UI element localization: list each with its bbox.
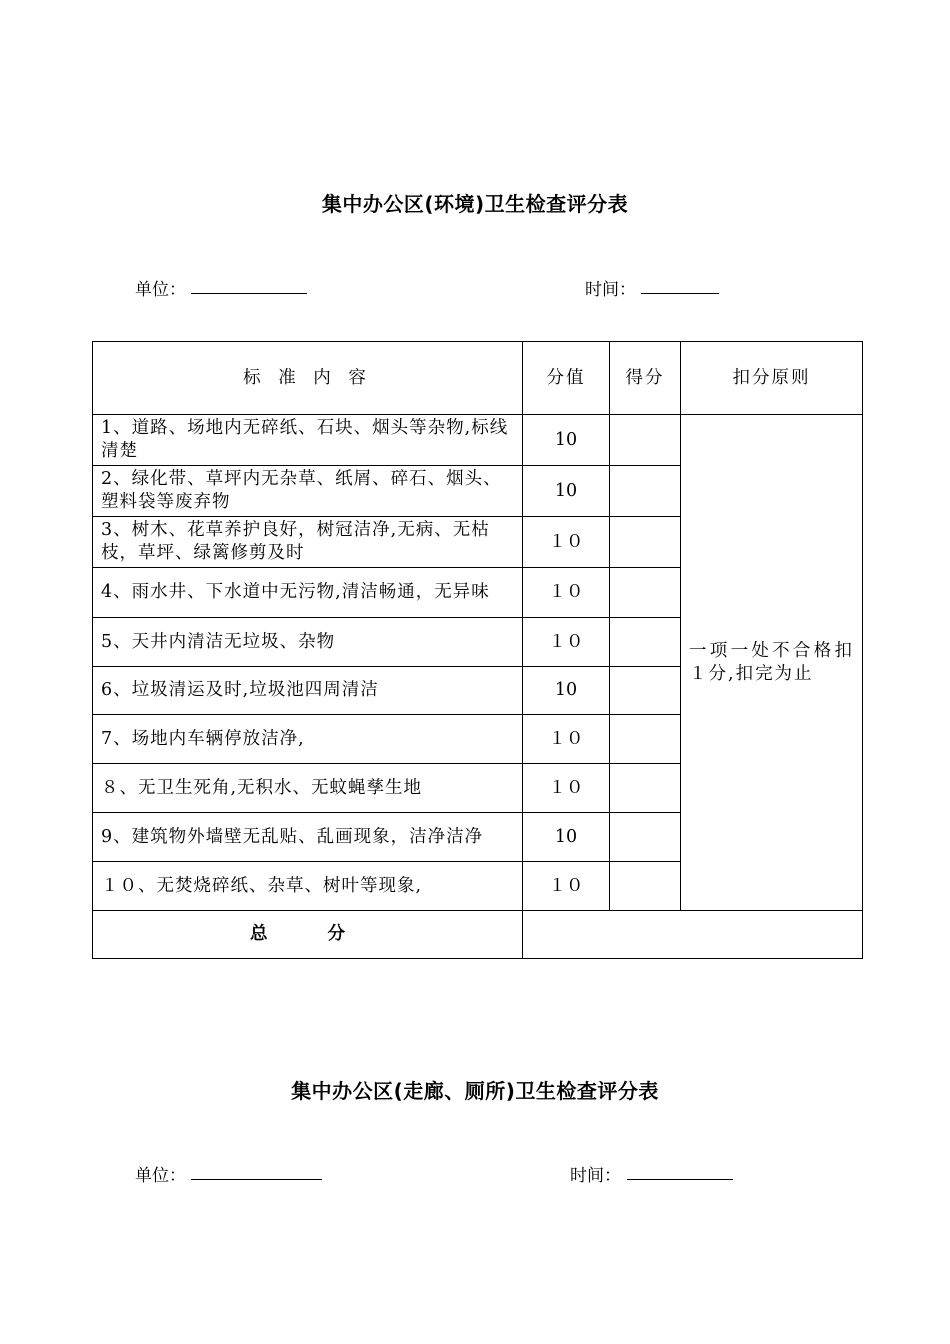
row-points: １０ [523,715,610,764]
row-content: 3、树木、花草养护良好，树冠洁净,无病、无枯枝，草坪、绿篱修剪及时 [93,517,523,568]
row-score-cell[interactable] [610,415,681,466]
header-rule: 扣分原则 [681,342,863,415]
header-score: 得分 [610,342,681,415]
row-points: １０ [523,764,610,813]
form1-unit-line [191,293,307,294]
total-score-cell[interactable] [523,911,863,959]
form2-title: 集中办公区(走廊、厕所)卫生检查评分表 [291,1079,659,1103]
row-score-cell[interactable] [610,862,681,911]
rule-cell: 一项一处不合格扣１分,扣完为止 [681,415,863,911]
form2-unit-label: 单位： [135,1166,186,1186]
form1-time-label: 时间： [585,280,636,300]
row-score-cell[interactable] [610,715,681,764]
row-content: 1、道路、场地内无碎纸、石块、烟头等杂物,标线清楚 [93,415,523,466]
form1-title: 集中办公区(环境)卫生检查评分表 [321,192,629,216]
total-label: 总分 [93,911,523,959]
row-score-cell[interactable] [610,517,681,568]
row-content: 9、建筑物外墙壁无乱贴、乱画现象，洁净洁净 [93,813,523,862]
form2-unit-line [191,1179,322,1180]
row-points: 10 [523,667,610,715]
form1-time-line [641,293,719,294]
form1-unit-label: 单位： [135,280,186,300]
row-content: 7、场地内车辆停放洁净, [93,715,523,764]
header-points: 分值 [523,342,610,415]
table-header-row [93,342,863,415]
row-score-cell[interactable] [610,466,681,517]
row-points: 10 [523,466,610,517]
row-content: １０、无焚烧碎纸、杂草、树叶等现象, [93,862,523,911]
row-content: 6、垃圾清运及时,垃圾池四周清洁 [93,667,523,715]
form2-time-line [627,1179,733,1180]
row-points: 10 [523,415,610,466]
row-points: １０ [523,568,610,618]
row-points: １０ [523,517,610,568]
total-row [93,911,863,959]
header-content: 标 准 内 容 [93,342,523,415]
form2-time-label: 时间： [570,1166,621,1186]
table-row [93,415,863,466]
row-points: 10 [523,813,610,862]
row-score-cell[interactable] [610,813,681,862]
row-score-cell[interactable] [610,667,681,715]
row-content: ８、无卫生死角,无积水、无蚊蝇孳生地 [93,764,523,813]
row-content: 2、绿化带、草坪内无杂草、纸屑、碎石、烟头、塑料袋等废弃物 [93,466,523,517]
score-table [92,341,863,959]
row-points: １０ [523,862,610,911]
row-score-cell[interactable] [610,568,681,618]
row-points: １０ [523,618,610,667]
row-score-cell[interactable] [610,764,681,813]
row-content: 5、天井内清洁无垃圾、杂物 [93,618,523,667]
row-score-cell[interactable] [610,618,681,667]
row-content: 4、雨水井、下水道中无污物,清洁畅通，无异味 [93,568,523,618]
